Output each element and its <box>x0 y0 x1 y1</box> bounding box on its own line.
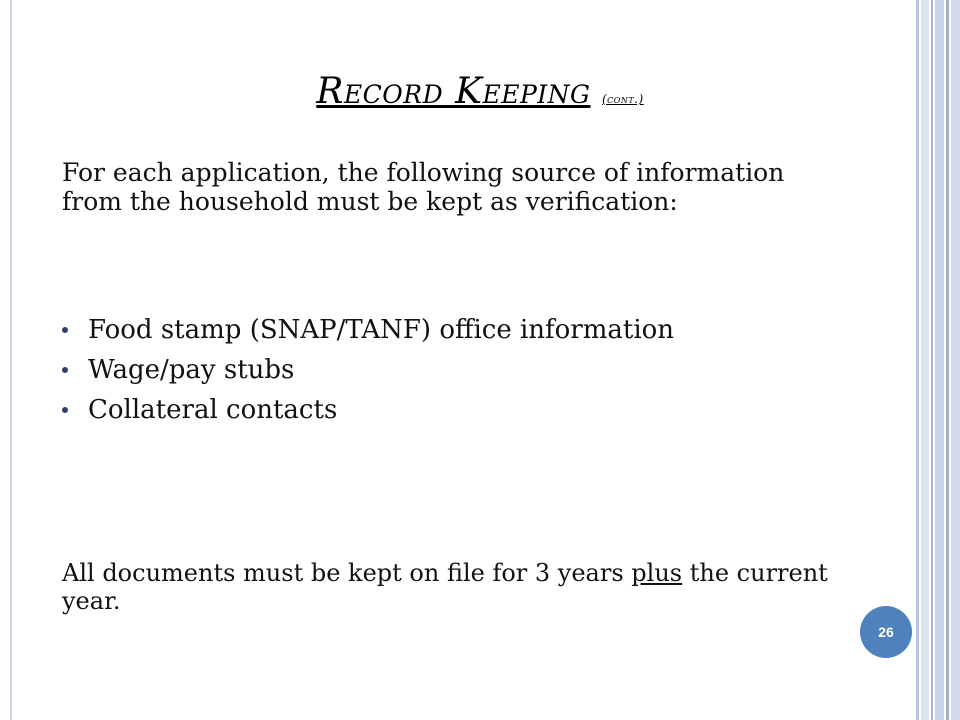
slide-title-text: Record Keeping <box>316 71 591 112</box>
bullet-icon <box>62 407 68 413</box>
slide-title <box>0 70 960 121</box>
slide-title-suffix: (cont.) <box>601 92 644 106</box>
retention-note-start: All documents must be kept on file for 3 years <box>62 559 632 587</box>
retention-note <box>62 559 852 615</box>
intro-paragraph: For each application, the following source of information from the household must be kept as verification: <box>62 158 785 216</box>
page-number-badge: 26 <box>860 606 912 658</box>
bullet-icon <box>62 327 68 333</box>
list-item <box>62 310 852 350</box>
retention-note-end: the current year. <box>62 559 828 615</box>
bullet-text: Collateral contacts <box>88 395 338 425</box>
retention-note-emphasis: plus <box>631 559 683 587</box>
bullet-icon <box>62 367 68 373</box>
bullet-text: Wage/pay stubs <box>88 355 295 385</box>
list-item <box>62 350 852 390</box>
list-item <box>62 390 852 430</box>
bullet-text: Food stamp (SNAP/TANF) office information <box>88 315 675 345</box>
bullet-list <box>62 310 852 430</box>
